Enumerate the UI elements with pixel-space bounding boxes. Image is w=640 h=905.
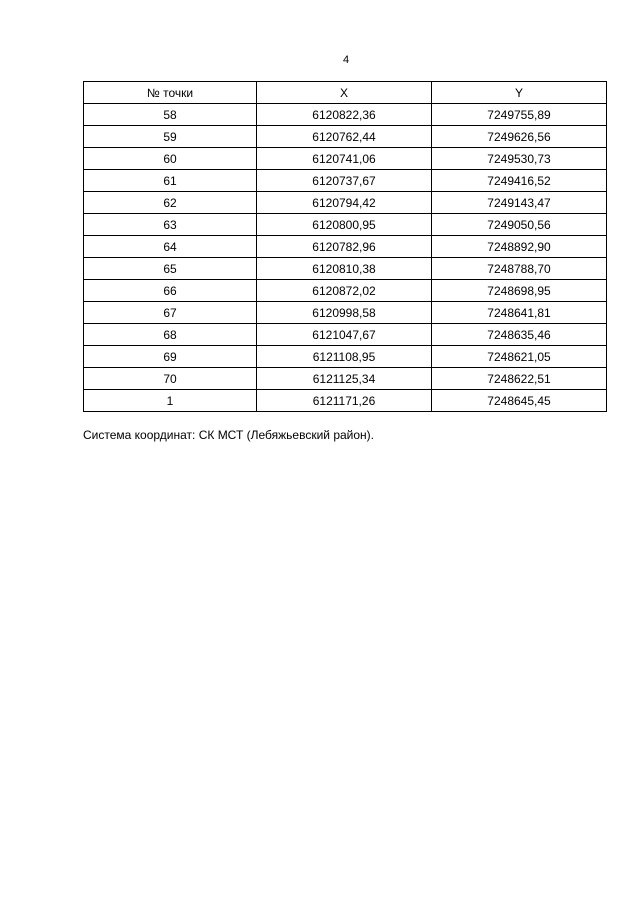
y-cell: 7249626,56 xyxy=(432,126,607,148)
x-cell: 6120762,44 xyxy=(257,126,432,148)
point-number-cell: 59 xyxy=(84,126,257,148)
x-cell: 6120741,06 xyxy=(257,148,432,170)
x-cell: 6120782,96 xyxy=(257,236,432,258)
coordinates-table xyxy=(83,81,607,412)
y-cell: 7249143,47 xyxy=(432,192,607,214)
point-number-cell: 66 xyxy=(84,280,257,302)
point-number-cell: 61 xyxy=(84,170,257,192)
point-number-cell: 69 xyxy=(84,346,257,368)
y-cell: 7248892,90 xyxy=(432,236,607,258)
column-header-point-number: № точки xyxy=(84,82,257,104)
x-cell: 6120810,38 xyxy=(257,258,432,280)
x-cell: 6120800,95 xyxy=(257,214,432,236)
point-number-cell: 68 xyxy=(84,324,257,346)
x-cell: 6120872,02 xyxy=(257,280,432,302)
table-row xyxy=(84,390,607,412)
x-cell: 6121125,34 xyxy=(257,368,432,390)
point-number-cell: 64 xyxy=(84,236,257,258)
table-row xyxy=(84,280,607,302)
y-cell: 7249416,52 xyxy=(432,170,607,192)
point-number-cell: 67 xyxy=(84,302,257,324)
page-number: 4 xyxy=(342,54,350,66)
coordinate-system-note: Система координат: СК МСТ (Лебяжьевский район). xyxy=(83,428,374,442)
table-row xyxy=(84,324,607,346)
x-cell: 6120998,58 xyxy=(257,302,432,324)
column-header-y: Y xyxy=(432,82,607,104)
table-row xyxy=(84,258,607,280)
table-row xyxy=(84,192,607,214)
table-row xyxy=(84,148,607,170)
column-header-x: X xyxy=(257,82,432,104)
y-cell: 7248641,81 xyxy=(432,302,607,324)
table-row xyxy=(84,214,607,236)
table-row xyxy=(84,170,607,192)
table-header-row xyxy=(84,82,607,104)
y-cell: 7248622,51 xyxy=(432,368,607,390)
table-row xyxy=(84,104,607,126)
point-number-cell: 60 xyxy=(84,148,257,170)
y-cell: 7248645,45 xyxy=(432,390,607,412)
table-row xyxy=(84,126,607,148)
table-row xyxy=(84,346,607,368)
y-cell: 7248698,95 xyxy=(432,280,607,302)
point-number-cell: 63 xyxy=(84,214,257,236)
x-cell: 6120737,67 xyxy=(257,170,432,192)
point-number-cell: 70 xyxy=(84,368,257,390)
point-number-cell: 58 xyxy=(84,104,257,126)
x-cell: 6120794,42 xyxy=(257,192,432,214)
point-number-cell: 1 xyxy=(84,390,257,412)
y-cell: 7249530,73 xyxy=(432,148,607,170)
x-cell: 6121047,67 xyxy=(257,324,432,346)
table-row xyxy=(84,236,607,258)
x-cell: 6121171,26 xyxy=(257,390,432,412)
table-row xyxy=(84,368,607,390)
y-cell: 7249050,56 xyxy=(432,214,607,236)
y-cell: 7248788,70 xyxy=(432,258,607,280)
x-cell: 6120822,36 xyxy=(257,104,432,126)
point-number-cell: 62 xyxy=(84,192,257,214)
x-cell: 6121108,95 xyxy=(257,346,432,368)
table-row xyxy=(84,302,607,324)
point-number-cell: 65 xyxy=(84,258,257,280)
y-cell: 7248635,46 xyxy=(432,324,607,346)
y-cell: 7249755,89 xyxy=(432,104,607,126)
y-cell: 7248621,05 xyxy=(432,346,607,368)
